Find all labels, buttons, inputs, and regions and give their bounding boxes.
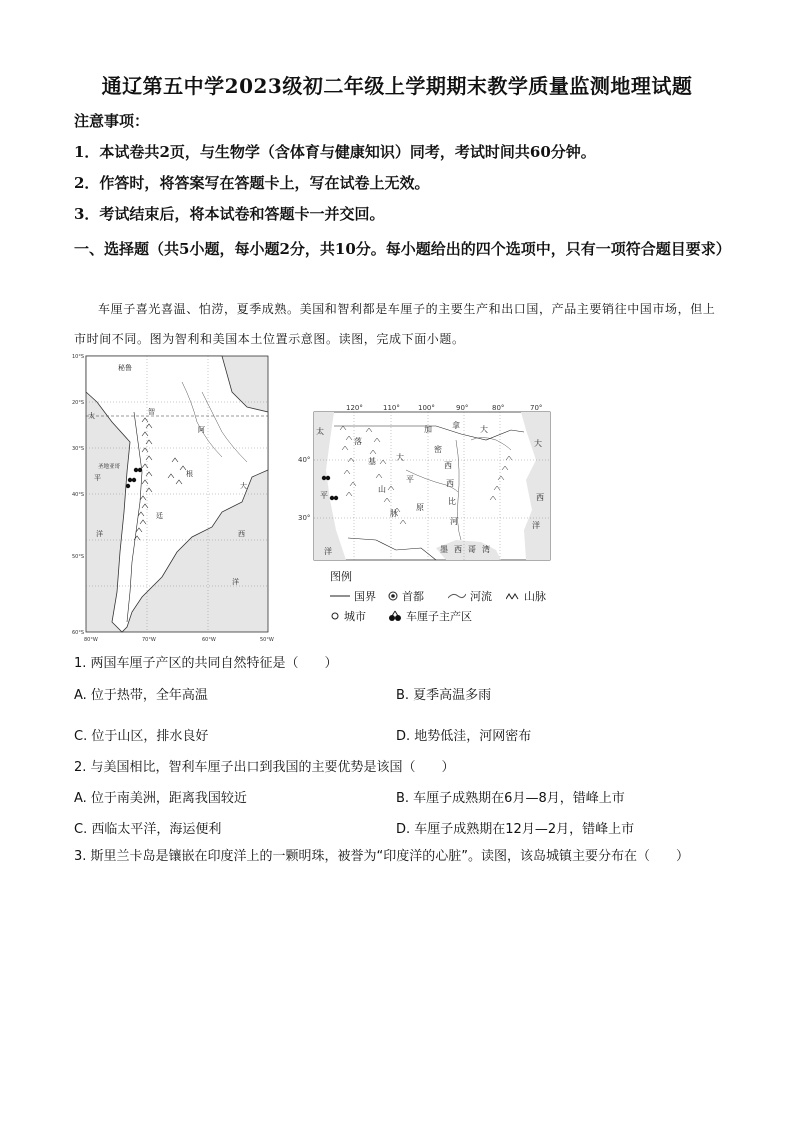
place-label: 密 bbox=[434, 445, 442, 454]
q2-option-c[interactable]: C. 西临太平洋，海运便利 bbox=[74, 822, 222, 837]
place-label: 大 bbox=[396, 453, 404, 462]
place-label: 河 bbox=[450, 517, 458, 526]
place-label: 圣地亚哥 bbox=[98, 464, 121, 470]
place-label: 加 bbox=[424, 425, 432, 434]
q1-option-a[interactable]: A. 位于热带，全年高温 bbox=[74, 688, 208, 703]
question-1-stem: 1. 两国车厘子产区的共同自然特征是（ ） bbox=[74, 656, 338, 671]
legend-item: 河流 bbox=[448, 588, 492, 604]
place-label: 根 bbox=[186, 470, 193, 478]
place-label: 平 bbox=[406, 475, 414, 484]
lon-label: 70° bbox=[530, 404, 543, 412]
place-label: 平 bbox=[320, 491, 328, 500]
place-label: 西 bbox=[536, 493, 544, 502]
place-label: 洋 bbox=[96, 530, 103, 538]
legend-item: 车厘子主产区 bbox=[388, 608, 472, 624]
notice-item: 2．作答时，将答案写在答题卡上，写在试卷上无效。 bbox=[74, 174, 430, 192]
place-label: 落 bbox=[354, 437, 362, 446]
lat-label: 50°S bbox=[72, 554, 85, 560]
place-label: 比 bbox=[448, 497, 456, 506]
place-label: 太 bbox=[88, 412, 95, 420]
question-stem-passage: 车厘子喜光喜温、怕涝，夏季成熟。美国和智利都是车厘子的主要生产和出口国，产品主要销往中国市场，但上市时间不同。图为智利和美国本土位置示意图。读图，完成下面小题。 bbox=[74, 302, 716, 346]
lat-label: 40°S bbox=[72, 492, 85, 498]
q2-option-a[interactable]: A. 位于南美洲，距离我国较近 bbox=[74, 791, 247, 806]
lon-label: 90° bbox=[456, 404, 469, 412]
place-label: 阿 bbox=[198, 426, 205, 434]
section-heading: 一、选择题（共5小题，每小题2分，共10分。每小题给出的四个选项中，只有一项符合题目要求） bbox=[74, 240, 731, 258]
place-label: 大 bbox=[534, 439, 542, 448]
lon-label: 80° bbox=[492, 404, 505, 412]
place-label: 西 bbox=[238, 530, 245, 538]
lat-label: 30° bbox=[298, 514, 311, 522]
place-label: 洋 bbox=[324, 547, 332, 556]
legend-item: 城市 bbox=[330, 608, 366, 624]
place-label: 湾 bbox=[482, 545, 490, 554]
q1-option-c[interactable]: C. 位于山区，排水良好 bbox=[74, 729, 209, 744]
q1-option-b[interactable]: B. 夏季高温多雨 bbox=[396, 688, 492, 703]
place-label: 西 bbox=[454, 545, 462, 554]
page-title: 通辽第五中学2023级初二年级上学期期末教学质量监测地理试题 bbox=[101, 74, 693, 98]
question-3-stem: 3. 斯里兰卡岛是镶嵌在印度洋上的一颗明珠，被誉为“印度洋的心脏”。读图，该岛城镇主要分布在（ ） bbox=[74, 849, 690, 864]
place-label: 廷 bbox=[156, 512, 163, 520]
lat-label: 20°S bbox=[72, 400, 85, 406]
notice-item: 3．考试结束后，将本试卷和答题卡一并交回。 bbox=[74, 205, 385, 223]
lon-label: 70°W bbox=[142, 637, 156, 643]
place-label: 洋 bbox=[232, 578, 239, 586]
capital-icon bbox=[388, 591, 398, 601]
place-label: 哥 bbox=[468, 545, 476, 554]
lon-label: 60°W bbox=[202, 637, 216, 643]
place-label: 拿 bbox=[452, 421, 460, 430]
place-label: 洋 bbox=[532, 521, 540, 530]
lon-label: 100° bbox=[418, 404, 435, 412]
river-icon bbox=[448, 592, 466, 600]
lat-label: 40° bbox=[298, 456, 311, 464]
place-label: 基 bbox=[368, 457, 376, 466]
q2-option-b[interactable]: B. 车厘子成熟期在6月—8月，错峰上市 bbox=[396, 791, 625, 806]
legend-item: 国界 bbox=[330, 588, 376, 604]
lon-label: 80°W bbox=[84, 637, 98, 643]
place-label: 大 bbox=[480, 425, 488, 434]
place-label: 西 bbox=[446, 479, 454, 488]
place-label: 墨 bbox=[440, 545, 448, 554]
lat-label: 30°S bbox=[72, 446, 85, 452]
notice-item: 1．本试卷共2页，与生物学（含体育与健康知识）同考，考试时间共60分钟。 bbox=[74, 143, 596, 161]
lon-label: 110° bbox=[383, 404, 400, 412]
cherry-icon bbox=[388, 610, 402, 622]
notice-heading: 注意事项： bbox=[74, 112, 150, 130]
place-label: 原 bbox=[416, 503, 424, 512]
legend-title: 图例 bbox=[330, 570, 352, 583]
lon-label: 50°W bbox=[260, 637, 274, 643]
mountain-icon bbox=[506, 592, 520, 600]
place-label: 秘鲁 bbox=[118, 364, 132, 372]
place-label: 大 bbox=[240, 482, 247, 490]
place-label: 西 bbox=[444, 461, 452, 470]
q1-option-d[interactable]: D. 地势低洼，河网密布 bbox=[396, 729, 532, 744]
q2-option-d[interactable]: D. 车厘子成熟期在12月—2月，错峰上市 bbox=[396, 822, 635, 837]
lat-label: 10°S bbox=[72, 354, 85, 360]
question-2-stem: 2. 与美国相比，智利车厘子出口到我国的主要优势是该国（ ） bbox=[74, 760, 455, 775]
place-label: 山 bbox=[378, 485, 386, 494]
city-icon bbox=[330, 611, 340, 621]
legend-item: 山脉 bbox=[506, 588, 546, 604]
border-line-icon bbox=[330, 592, 350, 600]
place-label: 智 bbox=[148, 408, 155, 416]
lon-label: 120° bbox=[346, 404, 363, 412]
lat-label: 60°S bbox=[72, 630, 85, 636]
place-label: 脉 bbox=[390, 509, 398, 518]
place-label: 平 bbox=[94, 474, 101, 482]
place-label: 太 bbox=[316, 427, 324, 436]
chile-map bbox=[72, 352, 278, 644]
legend-item: 首都 bbox=[388, 588, 424, 604]
